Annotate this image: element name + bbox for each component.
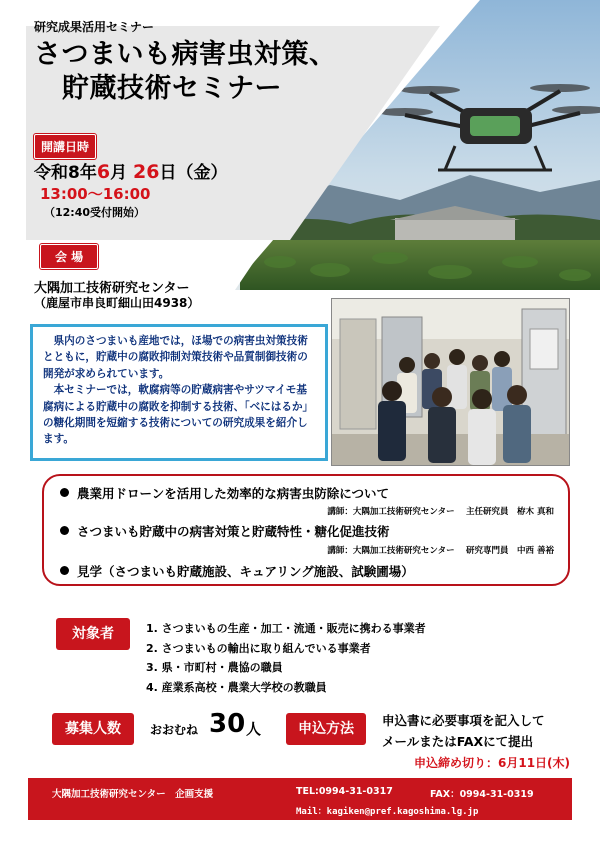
footer-contact-bar (28, 778, 572, 820)
target-item: 3. 県・市町村・農協の職員 (146, 661, 283, 674)
program-item-title: 見学（さつまいも貯蔵施設、キュアリング施設、試験圃場） (77, 564, 414, 579)
program-item-title: さつまいも貯蔵中の病害対策と貯蔵特性・糖化促進技術 (77, 524, 390, 539)
apply-label: 申込方法 (286, 713, 366, 745)
apply-line-1: 申込書に必要事項を記入して (382, 713, 545, 728)
footer-tel: TEL:0994-31-0317 (296, 786, 393, 797)
program-item (60, 562, 414, 580)
venue-label: 会 場 (40, 244, 98, 269)
seminar-series-label: 研究成果活用セミナー (34, 20, 155, 34)
program-item (60, 484, 389, 502)
people-tour-image (332, 299, 570, 466)
program-item (60, 522, 390, 540)
bullet-icon (60, 566, 69, 575)
venue-address: （鹿屋市串良町細山田4938） (34, 296, 200, 310)
apply-line-2: メールまたはFAXにて提出 (382, 734, 534, 749)
intro-paragraph-1: 県内のさつまいも産地では，ほ場での病害虫対策技術とともに，貯蔵中の腐敗抑制対策技術や品質制御技術の開発が求められています。 (43, 335, 308, 380)
footer-organization: 大隅加工技術研究センター 企画支援 (52, 789, 214, 800)
title-line-2: 貯蔵技術セミナー (62, 73, 282, 104)
intro-box (30, 324, 328, 461)
application-deadline: 申込締め切り：6月11日(木) (414, 756, 571, 770)
target-item: 1. さつまいもの生産・加工・流通・販売に携わる事業者 (146, 622, 426, 635)
date-prefix: 令和8年 (34, 163, 97, 183)
date-weekday: （金） (176, 163, 228, 183)
seminar-photo (331, 298, 570, 466)
date-month-unit: 月 (110, 163, 128, 183)
footer-fax: FAX：0994-31-0319 (430, 789, 534, 800)
title-line-1: さつまいも病害虫対策、 (34, 39, 337, 70)
target-item: 2. さつまいもの輸出に取り組んでいる事業者 (146, 641, 371, 655)
program-box (42, 474, 570, 586)
bullet-icon (60, 526, 69, 535)
capacity-label: 募集人数 (52, 713, 134, 745)
date-month: 6 (96, 161, 111, 183)
program-item-lecturer: 講師：大隅加工技術研究センター 研究専門員 中西 善裕 (327, 546, 554, 556)
intro-paragraph-2: 本セミナーでは，軟腐病等の貯蔵病害やサツマイモ基腐病による貯蔵中の腐敗を抑制する技術、「べにはるか」の糖化期間を短縮する技術についての研究成果を紹介します。 (43, 384, 314, 446)
capacity-approx: おおむね (150, 723, 199, 737)
date-day-unit: 日 (159, 163, 177, 183)
program-item-title: 農業用ドローンを活用した効率的な病害虫防除について (77, 486, 390, 501)
bullet-icon (60, 488, 69, 497)
seminar-time: 13:00〜16:00 (40, 185, 151, 203)
program-item-lecturer: 講師：大隅加工技術研究センター 主任研究員 栫木 真和 (327, 507, 554, 517)
apply-instructions (382, 710, 545, 752)
seminar-date (34, 158, 227, 183)
reception-time: （12:40受付開始） (44, 206, 146, 219)
capacity-number: 30 (209, 709, 246, 739)
footer-email: Mail：kagiken@pref.kagoshima.lg.jp (296, 807, 479, 817)
venue-name: 大隅加工技術研究センター (34, 281, 190, 296)
target-item: 4. 産業系高校・農業大学校の教職員 (146, 680, 327, 694)
target-label: 対象者 (56, 618, 130, 650)
capacity-unit: 人 (246, 720, 262, 738)
schedule-label: 開講日時 (34, 134, 96, 159)
date-day: 26 (133, 161, 160, 183)
target-list (146, 619, 426, 697)
page-title (34, 38, 337, 106)
